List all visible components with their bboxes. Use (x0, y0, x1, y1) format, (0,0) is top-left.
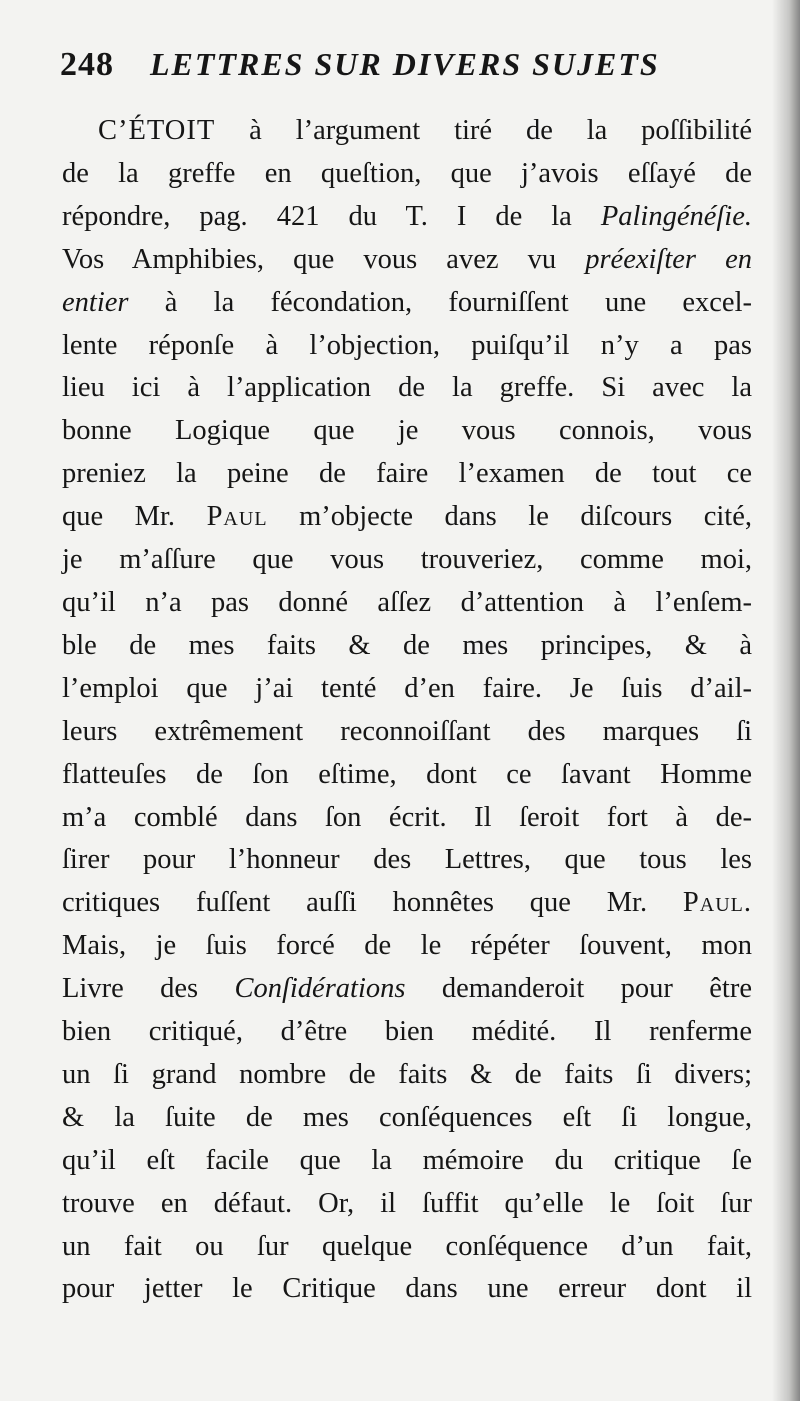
text-line: m’a comblé dans ſon écrit. Il ſeroit fort à de- (62, 801, 752, 833)
page-header (60, 46, 760, 96)
text-line: Livre des Conſidérations demanderoit pour être (62, 973, 752, 1005)
text-line: Vos Amphibies, que vous avez vu préexiſter en (62, 243, 752, 275)
text-line: leurs extrêmement reconnoiſſant des marques ſi (62, 715, 752, 747)
text-line: ſirer pour l’honneur des Lettres, que tous les (62, 844, 752, 876)
text-line: lente réponſe à l’objection, puiſqu’il n’y a pas (62, 329, 752, 361)
author-name: Paul (206, 501, 268, 533)
text-line: répondre, pag. 421 du T. I de la Palingénéſie. (62, 200, 752, 232)
text-line: entier à la fécondation, fourniſſent une excel- (62, 286, 752, 318)
text-line: lieu ici à l’application de la greffe. Si avec la (62, 372, 752, 404)
italic-phrase: préexiſter en (585, 243, 752, 275)
text-line: un fait ou ſur quelque conſéquence d’un fait, (62, 1230, 752, 1262)
text-line: de la greffe en queſtion, que j’avois eſſayé de (62, 157, 752, 189)
scan-edge-shadow (772, 0, 800, 1401)
text-line: l’emploi que j’ai tenté d’en faire. Je ſuis d’ail- (62, 672, 752, 704)
text-line: C’ÉTOIT à l’argument tiré de la poſſibilité (98, 115, 752, 146)
book-title-palingenesie: Palingénéſie. (600, 200, 752, 232)
text-line: ble de mes faits & de mes principes, & à (62, 629, 752, 661)
text-line: trouve en défaut. Or, il ſuffit qu’elle le ſoit ſur (62, 1187, 752, 1219)
text-line: critiques fuſſent auſſi honnêtes que Mr. Paul. (62, 887, 752, 919)
text-line: Mais, je ſuis forcé de le répéter ſouvent, mon (62, 930, 752, 962)
text-line: je m’aſſure que vous trouveriez, comme moi, (62, 544, 752, 576)
text-line: pour jetter le Critique dans une erreur dont il (62, 1273, 752, 1305)
italic-phrase: entier (62, 286, 129, 318)
running-title: LETTRES SUR DIVERS SUJETS (150, 46, 660, 82)
text-line: qu’il eſt facile que la mémoire du critique ſe (62, 1144, 752, 1176)
opening-word: C’ÉTOIT (98, 115, 216, 146)
text-line: que Mr. Paul m’objecte dans le diſcours cité, (62, 501, 752, 533)
text-line: qu’il n’a pas donné aſſez d’attention à l’enſem- (62, 586, 752, 618)
text-line: bonne Logique que je vous connois, vous (62, 415, 752, 447)
text-line: un ſi grand nombre de faits & de faits ſi divers; (62, 1058, 752, 1090)
page-number: 248 (60, 46, 114, 83)
text-line: preniez la peine de faire l’examen de tout ce (62, 458, 752, 490)
text-line: & la ſuite de mes conſéquences eſt ſi longue, (62, 1101, 752, 1133)
author-name: Paul. (682, 887, 752, 919)
body-text (62, 110, 752, 1311)
text-line: flatteuſes de ſon eſtime, dont ce ſavant Homme (62, 758, 752, 790)
text-line: bien critiqué, d’être bien médité. Il renferme (62, 1016, 752, 1048)
book-title-considerations: Conſidérations (234, 973, 406, 1005)
